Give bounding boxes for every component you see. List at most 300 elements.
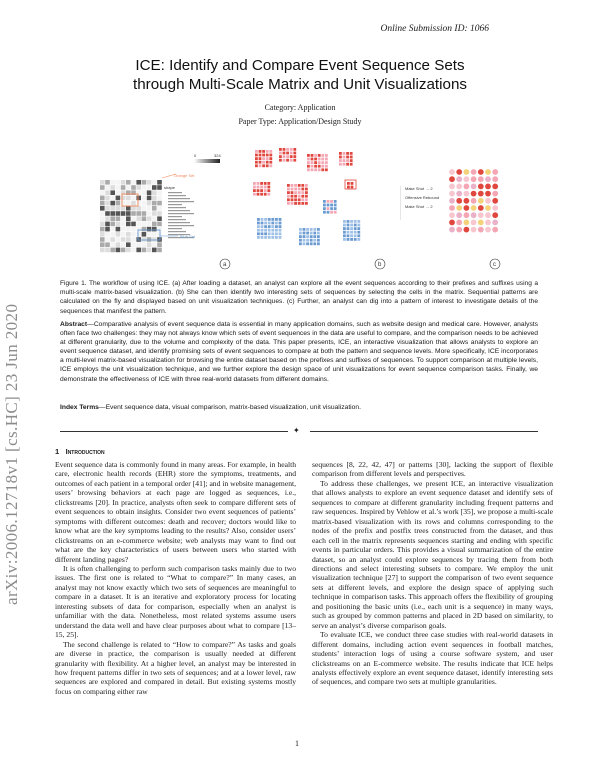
tree-label-bar	[168, 207, 186, 208]
unit-square	[279, 236, 282, 239]
matrix-cell	[136, 227, 141, 232]
unit-square	[350, 156, 353, 159]
matrix-cell	[136, 237, 141, 242]
unit-square	[330, 204, 333, 207]
matrix-cell	[147, 232, 152, 237]
unit-square	[318, 168, 321, 171]
detail-unit	[464, 227, 470, 233]
matrix-cell	[152, 190, 157, 195]
matrix-cell	[152, 216, 157, 221]
unit-square	[343, 231, 346, 234]
matrix-cell	[136, 242, 141, 247]
divider-line-right	[310, 431, 538, 432]
unit-square	[261, 225, 264, 228]
unit-square	[257, 232, 260, 235]
unit-square	[291, 202, 294, 205]
unit-square	[357, 231, 360, 234]
unit-square	[262, 164, 265, 167]
unit-square	[305, 198, 308, 201]
matrix-cell	[100, 222, 105, 227]
matrix-cell	[116, 201, 121, 206]
unit-square	[313, 228, 316, 231]
matrix-cell	[152, 211, 157, 216]
unit-square	[271, 222, 274, 225]
unit-square	[339, 163, 342, 166]
matrix-cell	[105, 232, 110, 237]
unit-square	[287, 198, 290, 201]
detail-unit	[492, 205, 498, 211]
matrix-cell	[126, 211, 131, 216]
unit-square	[350, 224, 353, 227]
unit-square	[303, 228, 306, 231]
detail-unit	[456, 184, 462, 190]
unit-square	[287, 191, 290, 194]
unit-square	[255, 150, 258, 153]
matrix-cell	[110, 211, 115, 216]
tree-label-bar	[168, 216, 182, 217]
detail-unit	[492, 184, 498, 190]
matrix-cell	[142, 190, 147, 195]
blue-set-label: Blue Set	[180, 234, 196, 239]
unit-square	[357, 224, 360, 227]
unit-square	[311, 161, 314, 164]
section-divider	[60, 427, 538, 435]
unit-square	[275, 232, 278, 235]
unit-square	[307, 168, 310, 171]
unit-square	[343, 156, 346, 159]
matrix-cell	[136, 211, 141, 216]
detail-unit	[492, 212, 498, 218]
unit-square	[261, 229, 264, 232]
unit-square	[255, 154, 258, 157]
unit-square	[343, 238, 346, 241]
unit-square	[294, 195, 297, 198]
unit-square	[261, 222, 264, 225]
matrix-cell	[147, 190, 152, 195]
matrix-cell	[126, 248, 131, 253]
matrix-cell	[136, 216, 141, 221]
detail-unit	[464, 169, 470, 175]
unit-square	[264, 218, 267, 221]
detail-unit	[456, 198, 462, 204]
unit-square	[257, 182, 260, 185]
unit-square	[275, 236, 278, 239]
unit-square	[311, 165, 314, 168]
teaser-figure	[92, 140, 512, 272]
detail-unit	[471, 227, 477, 233]
detail-unit	[485, 212, 491, 218]
selected-pattern-box	[345, 180, 356, 189]
tree-label-bar	[168, 228, 182, 229]
matrix-cell	[136, 196, 141, 201]
detail-unit	[456, 205, 462, 211]
unit-square	[253, 193, 256, 196]
unit-square	[294, 191, 297, 194]
detail-unit	[456, 169, 462, 175]
section-heading	[55, 447, 105, 456]
unit-square	[257, 193, 260, 196]
matrix-cell	[157, 190, 162, 195]
unit-square	[327, 200, 330, 203]
abstract-text: —Comparative analysis of event sequence data is essential in many application domains, such as website design and medical care. However, analysts often face two challenges: they may not always know which sets of event sequences in the data are useful to compare, and the comparison needs to be achieved at different granularity, due to the volume and complexity of the data. This paper presents, ICE, an interactive visualization that allows analysts to explore an event sequence dataset, and identify promising sets of event sequences to compare at both the pattern and sequence levels. More specifically, ICE incorporates a multi-level matrix-based visualization for browsing the entire dataset based on the prefixes and suffixes of sequences. To support comparison at multiple levels, ICE employs the unit visualization technique, and we further explore the design space of unit visualizations for event sequence comparison tasks. Finally, we demonstrate the effectiveness of ICE with three real-world datasets from different domains.	[60, 321, 538, 383]
unit-square	[261, 236, 264, 239]
detail-label-2: Offensive Rebound	[405, 195, 440, 200]
unit-square	[323, 200, 326, 203]
unit-square	[283, 159, 286, 162]
matrix-cell	[136, 232, 141, 237]
matrix-cell	[131, 222, 136, 227]
unit-square	[294, 184, 297, 187]
unit-square	[287, 188, 290, 191]
matrix-cell	[105, 196, 110, 201]
detail-unit	[471, 212, 477, 218]
unit-square	[354, 227, 357, 230]
unit-square	[267, 193, 270, 196]
unit-square	[310, 242, 313, 245]
unit-square	[293, 159, 296, 162]
unit-square	[321, 168, 324, 171]
abstract	[60, 320, 538, 384]
matrix-cell	[157, 216, 162, 221]
unit-square	[259, 161, 262, 164]
unit-square	[306, 242, 309, 245]
unit-square	[298, 202, 301, 205]
unit-square	[317, 235, 320, 238]
unit-square	[346, 156, 349, 159]
unit-square	[286, 159, 289, 162]
matrix-cell	[121, 248, 126, 253]
unit-square	[350, 152, 353, 155]
unit-square	[259, 157, 262, 160]
unit-square	[311, 158, 314, 161]
unit-square	[262, 157, 265, 160]
unit-square	[261, 218, 264, 221]
unit-square	[301, 195, 304, 198]
detail-label-1: Make Shot → 2	[405, 186, 433, 191]
unit-square	[317, 239, 320, 242]
unit-square	[257, 225, 260, 228]
detail-label-3: Make Shot → 2	[405, 204, 433, 209]
matrix-cell	[126, 237, 131, 242]
unit-square	[310, 239, 313, 242]
unit-square	[327, 207, 330, 210]
matrix-cell	[121, 211, 126, 216]
unit-square	[354, 220, 357, 223]
unit-square	[271, 236, 274, 239]
unit-square	[313, 239, 316, 242]
matrix-cell	[142, 242, 147, 247]
matrix-cell	[136, 222, 141, 227]
matrix-cell	[136, 248, 141, 253]
unit-square	[255, 161, 258, 164]
unit-square	[264, 225, 267, 228]
unit-square	[347, 224, 350, 227]
matrix-cell	[121, 242, 126, 247]
unit-square	[321, 161, 324, 164]
matrix-cell	[105, 242, 110, 247]
detail-unit	[478, 198, 484, 204]
unit-square	[264, 229, 267, 232]
panel-b-units	[247, 140, 397, 272]
unit-square	[313, 235, 316, 238]
detail-unit	[456, 220, 462, 226]
unit-square	[279, 222, 282, 225]
matrix-cell	[136, 206, 141, 211]
matrix-cell	[152, 180, 157, 185]
unit-square	[298, 188, 301, 191]
unit-square	[351, 186, 354, 189]
unit-square	[313, 242, 316, 245]
detail-unit	[449, 212, 455, 218]
matrix-cell	[116, 190, 121, 195]
paragraph: To address these challenges, we present ICE, an interactive visualization that allows analysts to explore an event sequence dataset and identify sets of sequences to compare at different granularity including frequent patterns and raw sequences. Inspired by Vehlow et al.’s work [35], we propose a multi-scale matrix-based visualization with its rows and columns corresponding to the nodes of the prefix and postfix trees constructed from the dataset, and thus each cell in the matrix represents sequences starting and ending with specific events in particular orders. This provides a visual summarization of the entire dataset, so an analyst could explore sequences by tracing them from both directions and select interesting subsets to compare. We employ the unit visualization technique [27] to support the comparison of two event sequence sets at different levels, and explore the design space of applying such technique in comparison tasks. This approach offers the flexibility of grouping and positioning the basic units (i.e., each unit is a sequence) in many ways, such as grouped by common patterns and placed in 2D based on similarity, to serve an analyst’s diverse comparison goals.	[312, 478, 553, 630]
detail-unit	[478, 220, 484, 226]
unit-square	[275, 218, 278, 221]
detail-unit	[492, 227, 498, 233]
matrix-cell	[121, 206, 126, 211]
unit-square	[264, 182, 267, 185]
unit-square	[325, 168, 328, 171]
matrix-cell	[147, 211, 152, 216]
unit-square	[350, 234, 353, 237]
matrix-cell	[131, 196, 136, 201]
matrix-cell	[121, 185, 126, 190]
matrix-cell	[100, 196, 105, 201]
matrix-cell	[110, 222, 115, 227]
unit-square	[339, 152, 342, 155]
matrix-cell	[116, 211, 121, 216]
unit-square	[306, 239, 309, 242]
matrix-cell	[110, 248, 115, 253]
page-number: 1	[295, 739, 299, 748]
matrix-cell	[105, 201, 110, 206]
unit-square	[347, 186, 350, 189]
matrix-cell	[157, 248, 162, 253]
tree-label-bar	[168, 219, 186, 220]
unit-square	[310, 235, 313, 238]
matrix-cell	[100, 180, 105, 185]
detail-unit	[492, 169, 498, 175]
unit-square	[343, 224, 346, 227]
unit-square	[330, 200, 333, 203]
matrix-cell	[147, 248, 152, 253]
matrix-cell	[100, 232, 105, 237]
matrix-cell	[142, 211, 147, 216]
matrix-cell	[105, 180, 110, 185]
unit-square	[279, 218, 282, 221]
matrix-cell	[121, 227, 126, 232]
unit-square	[255, 164, 258, 167]
matrix-cell	[105, 222, 110, 227]
detail-unit	[478, 169, 484, 175]
matrix-cell	[105, 216, 110, 221]
unit-square	[350, 231, 353, 234]
unit-square	[310, 232, 313, 235]
matrix-cell	[116, 232, 121, 237]
orange-set-label: Orange Set	[174, 173, 195, 178]
tree-label-bar	[168, 198, 190, 199]
matrix-cell	[136, 185, 141, 190]
unit-square	[291, 191, 294, 194]
matrix-cell	[147, 180, 152, 185]
matrix-cell	[152, 237, 157, 242]
matrix-cell	[147, 242, 152, 247]
unit-square	[325, 154, 328, 157]
unit-square	[259, 154, 262, 157]
unit-square	[283, 148, 286, 151]
unit-square	[269, 154, 272, 157]
tree-label-bar	[168, 192, 182, 193]
unit-square	[321, 165, 324, 168]
detail-unit	[492, 220, 498, 226]
unit-square	[290, 148, 293, 151]
unit-square	[330, 211, 333, 214]
unit-square	[293, 152, 296, 155]
matrix-cell	[126, 222, 131, 227]
matrix-cell	[147, 201, 152, 206]
matrix-cell	[100, 201, 105, 206]
unit-square	[293, 148, 296, 151]
detail-unit	[449, 220, 455, 226]
detail-unit	[464, 184, 470, 190]
unit-square	[286, 155, 289, 158]
detail-unit	[449, 205, 455, 211]
unit-square	[290, 152, 293, 155]
unit-square	[262, 150, 265, 153]
unit-square	[343, 163, 346, 166]
unit-square	[347, 220, 350, 223]
unit-square	[279, 159, 282, 162]
unit-square	[266, 157, 269, 160]
unit-square	[257, 218, 260, 221]
matrix-cell	[136, 201, 141, 206]
unit-square	[264, 236, 267, 239]
unit-square	[323, 211, 326, 214]
unit-square	[269, 164, 272, 167]
unit-square	[318, 154, 321, 157]
unit-square	[307, 158, 310, 161]
paragraph: The second challenge is related to “How to compare?” As tasks and goals are diverse in practice, the comparison is usually needed at different granularity with flexibility. At a higher level, an analyst may be interested in how frequent patterns differ in two sets of sequences; and at a lower level, raw sequences are explored and compared in detail. But existing systems mostly focus on comparing either raw	[55, 639, 296, 696]
unit-square	[269, 157, 272, 160]
legend-max: 324	[214, 153, 221, 158]
unit-square	[268, 232, 271, 235]
detail-unit	[492, 176, 498, 182]
detail-unit	[485, 198, 491, 204]
unit-square	[343, 234, 346, 237]
unit-square	[357, 238, 360, 241]
matrix-cell	[142, 216, 147, 221]
unit-square	[303, 232, 306, 235]
matrix-cell	[116, 196, 121, 201]
matrix-cell	[142, 180, 147, 185]
unit-square	[354, 234, 357, 237]
detail-unit	[449, 198, 455, 204]
unit-square	[294, 202, 297, 205]
unit-square	[279, 232, 282, 235]
matrix-cell	[142, 222, 147, 227]
unit-square	[299, 232, 302, 235]
unit-square	[350, 227, 353, 230]
unit-square	[279, 229, 282, 232]
unit-square	[261, 232, 264, 235]
unit-square	[266, 154, 269, 157]
unit-square	[287, 195, 290, 198]
unit-square	[264, 232, 267, 235]
unit-square	[351, 182, 354, 185]
matrix-cell	[152, 232, 157, 237]
matrix-cell	[100, 185, 105, 190]
unit-square	[298, 191, 301, 194]
unit-square	[347, 182, 350, 185]
matrix-cell	[142, 196, 147, 201]
unit-square	[257, 189, 260, 192]
unit-square	[314, 158, 317, 161]
matrix-cell	[116, 216, 121, 221]
panel-a-letter: a	[223, 262, 227, 268]
unit-square	[317, 232, 320, 235]
unit-square	[334, 211, 337, 214]
detail-unit	[492, 198, 498, 204]
unit-square	[253, 186, 256, 189]
unit-square	[279, 155, 282, 158]
matrix-cell	[142, 232, 147, 237]
tree-label-bar	[168, 210, 190, 211]
matrix-cell	[100, 216, 105, 221]
matrix-cell	[121, 180, 126, 185]
unit-square	[266, 161, 269, 164]
matrix-cell	[126, 196, 131, 201]
unit-square	[321, 154, 324, 157]
unit-square	[305, 195, 308, 198]
left-column	[55, 460, 296, 696]
unit-square	[260, 189, 263, 192]
matrix-cell	[157, 237, 162, 242]
unit-square	[291, 188, 294, 191]
matrix-cell	[131, 242, 136, 247]
unit-square	[291, 195, 294, 198]
unit-square	[262, 154, 265, 157]
unit-square	[253, 182, 256, 185]
detail-unit	[485, 227, 491, 233]
matrix-cell	[116, 227, 121, 232]
matrix-cell	[105, 248, 110, 253]
detail-unit	[485, 184, 491, 190]
detail-unit	[478, 212, 484, 218]
unit-square	[267, 182, 270, 185]
unit-square	[287, 202, 290, 205]
unit-square	[303, 235, 306, 238]
detail-unit	[485, 220, 491, 226]
detail-unit	[456, 212, 462, 218]
tree-label-bar	[168, 213, 194, 214]
matrix-cell	[110, 237, 115, 242]
divider-ornament: ✦	[293, 426, 300, 435]
tree-label-bar	[168, 231, 186, 232]
unit-square	[334, 200, 337, 203]
tree-label-bar	[168, 225, 194, 226]
panel-c-letter: c	[493, 262, 496, 268]
unit-square	[314, 168, 317, 171]
matrix-cell	[147, 185, 152, 190]
unit-square	[260, 186, 263, 189]
unit-square	[287, 184, 290, 187]
matrix-cell	[152, 242, 157, 247]
matrix-cell	[152, 201, 157, 206]
detail-unit	[471, 184, 477, 190]
matrix-cell	[105, 227, 110, 232]
matrix-cell	[152, 206, 157, 211]
running-header: Online Submission ID: 1066	[380, 24, 489, 34]
